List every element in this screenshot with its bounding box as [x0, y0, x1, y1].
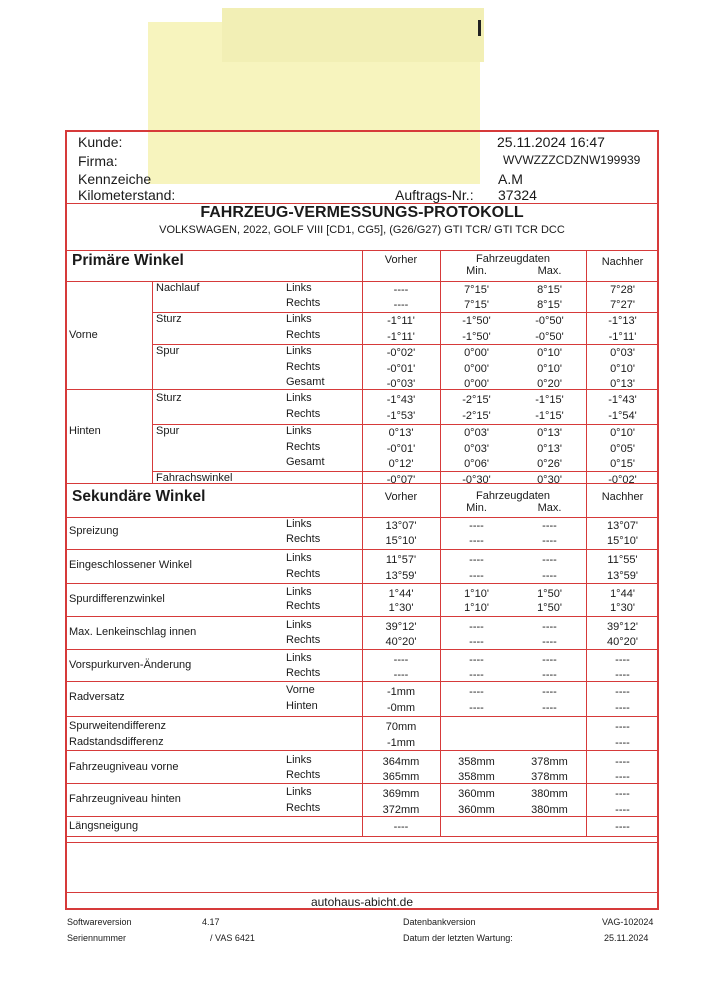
row-label: Spurdifferenzwinkel [69, 593, 165, 605]
row-side-label: Links [286, 786, 312, 798]
row-label: Fahrzeugniveau hinten [69, 793, 181, 805]
row-label: Fahrzeugniveau vorne [69, 761, 179, 773]
cell-max: ---- [542, 554, 557, 566]
cell-nachher: 13°59' [607, 570, 638, 582]
serial-label: Seriennummer [67, 933, 127, 943]
row-side-label: Rechts [286, 802, 321, 814]
report-title: FAHRZEUG-VERMESSUNGS-PROTOKOLL [200, 204, 524, 221]
row-side-label: Gesamt [286, 376, 325, 388]
row-group-label: Fahrachswinkel [156, 472, 233, 484]
cell-vorher: 1°44' [388, 588, 414, 600]
cell-min: 0°06' [464, 458, 489, 470]
kunde-label: Kunde: [78, 134, 123, 150]
cell-min: 1°10' [464, 602, 489, 614]
row-group-label: Nachlauf [156, 282, 200, 294]
col-fahrzeugdaten: Fahrzeugdaten [476, 253, 550, 265]
grid-line [152, 424, 659, 425]
cell-max: ---- [542, 654, 557, 666]
kennzeichen-value: A.M [498, 171, 523, 187]
cell-vorher: ---- [393, 821, 409, 833]
row-side-label: Gesamt [286, 456, 325, 468]
row-side-label: Hinten [286, 700, 318, 712]
cell-min: 7°15' [464, 299, 489, 311]
cell-vorher: 40°20' [385, 636, 417, 648]
cell-nachher: -1°13' [608, 315, 637, 327]
cell-nachher: 0°05' [610, 443, 635, 455]
cell-vorher: ---- [393, 669, 409, 681]
kennzeichen-label: Kennzeiche [78, 171, 152, 187]
software-value: 4.17 [202, 917, 220, 927]
row-side-label: Rechts [286, 568, 321, 580]
cell-vorher: -0°03' [386, 378, 416, 390]
row-side-label: Rechts [286, 361, 321, 373]
cell-min: 0°03' [464, 443, 489, 455]
cell-vorher: 364mm [382, 756, 420, 768]
cell-nachher: -0°02' [608, 474, 637, 486]
datetime: 25.11.2024 16:47 [497, 134, 605, 150]
cell-nachher: 40°20' [607, 636, 638, 648]
row-side-label: Rechts [286, 533, 321, 545]
wartung-value: 25.11.2024 [604, 933, 649, 943]
km-label: Kilometerstand: [78, 187, 176, 203]
cell-nachher: 13°07' [607, 520, 638, 532]
cell-min: ---- [469, 520, 484, 532]
row-label: Radstandsdifferenz [69, 736, 164, 748]
cell-min: 0°00' [464, 347, 489, 359]
cell-vorher: -0°02' [386, 347, 416, 359]
cell-nachher: 1°30' [610, 602, 635, 614]
row-side-label: Rechts [286, 441, 321, 453]
row-side-label: Links [286, 345, 312, 357]
cell-nachher: 0°03' [610, 347, 635, 359]
db-label: Datenbankversion [403, 917, 476, 927]
firma-label: Firma: [78, 153, 118, 169]
row-side-label: Links [286, 282, 312, 294]
cell-max: 380mm [531, 788, 568, 800]
cell-nachher: ---- [615, 756, 630, 768]
cell-min: ---- [469, 686, 484, 698]
cell-min: -1°50' [462, 331, 491, 343]
cell-max: 0°13' [537, 443, 562, 455]
cell-min: 360mm [458, 804, 495, 816]
cell-max: 0°30' [537, 474, 562, 486]
cell-nachher: 11°55' [607, 554, 638, 566]
cell-min: 0°00' [464, 378, 489, 390]
grid-line [65, 842, 659, 843]
col-vorher: Vorher [384, 254, 418, 266]
col-fahrzeugdaten-2: Fahrzeugdaten [476, 490, 550, 502]
cell-vorher: -0°07' [386, 474, 416, 486]
grid-line [152, 312, 659, 313]
cell-nachher: 0°13' [610, 378, 635, 390]
cell-vorher: 1°30' [388, 602, 414, 614]
cell-nachher: 0°10' [610, 363, 635, 375]
cell-max: ---- [542, 621, 557, 633]
col-max: Max. [537, 265, 562, 277]
cell-max: 0°13' [537, 427, 562, 439]
cell-nachher: ---- [615, 654, 630, 666]
col-nachher-2: Nachher [601, 491, 644, 503]
db-value: VAG-102024 [602, 917, 654, 927]
cell-min: 0°03' [464, 427, 489, 439]
row-group-label: Sturz [156, 313, 182, 325]
cell-nachher: 7°27' [610, 299, 635, 311]
col-min: Min. [466, 265, 487, 277]
cell-max: 378mm [531, 756, 568, 768]
cell-min: ---- [469, 535, 484, 547]
cell-min: -0°30' [462, 474, 491, 486]
row-side-label: Rechts [286, 297, 321, 309]
cell-vorher: 13°07' [385, 520, 417, 532]
row-label: Radversatz [69, 691, 125, 703]
row-label: Spurweitendifferenz [69, 720, 167, 732]
cell-max: -0°50' [535, 331, 564, 343]
cell-vorher: -0°01' [386, 443, 416, 455]
cell-vorher: 0°12' [388, 458, 414, 470]
cell-max: 8°15' [537, 284, 562, 296]
cell-vorher: ---- [393, 654, 409, 666]
cell-max: -1°15' [535, 394, 564, 406]
cell-min: ---- [469, 702, 484, 714]
row-side-label: Rechts [286, 634, 321, 646]
row-side-label: Links [286, 425, 312, 437]
cell-vorher: -1mm [386, 686, 416, 698]
cell-min: ---- [469, 636, 484, 648]
cell-min: ---- [469, 570, 484, 582]
cell-nachher: 0°15' [610, 458, 635, 470]
row-side-label: Rechts [286, 408, 321, 420]
grid-line [152, 344, 659, 345]
cell-max: 1°50' [537, 588, 562, 600]
col-max-2: Max. [537, 502, 562, 514]
cell-nachher: -1°54' [608, 410, 637, 422]
cell-min: ---- [469, 654, 484, 666]
secondary-title: Sekundäre Winkel [72, 488, 206, 505]
row-side-label: Links [286, 552, 312, 564]
row-label: Eingeschlossener Winkel [69, 559, 192, 571]
row-side-label: Links [286, 518, 312, 530]
row-side-label: Vorne [286, 684, 315, 696]
cell-nachher: 1°44' [610, 588, 635, 600]
row-side-label: Links [286, 619, 312, 631]
cell-max: 0°20' [537, 378, 562, 390]
cell-min: -2°15' [462, 394, 491, 406]
cell-vorher: -1°11' [387, 315, 415, 327]
serial-value: / VAS 6421 [210, 933, 255, 943]
row-side-label: Rechts [286, 769, 321, 781]
cell-vorher: -1mm [386, 737, 416, 749]
cell-vorher: 372mm [382, 804, 420, 816]
cell-vorher: 369mm [382, 788, 420, 800]
cell-nachher: ---- [615, 821, 630, 833]
cell-max: ---- [542, 669, 557, 681]
row-label: Längsneigung [69, 820, 139, 832]
cell-nachher: -1°11' [608, 331, 637, 343]
row-side-label: Links [286, 586, 312, 598]
cell-max: ---- [542, 535, 557, 547]
cell-max: ---- [542, 636, 557, 648]
cell-min: -1°50' [462, 315, 491, 327]
row-label: Max. Lenkeinschlag innen [69, 626, 197, 638]
auftrag-nr: 37324 [498, 187, 537, 203]
website: autohaus-abicht.de [310, 895, 414, 909]
cell-nachher: 39°12' [607, 621, 638, 633]
row-side-label: Links [286, 652, 312, 664]
cell-nachher: 7°28' [610, 284, 635, 296]
primary-title: Primäre Winkel [72, 252, 184, 269]
cell-vorher: 365mm [382, 771, 420, 783]
cell-vorher: 13°59' [385, 570, 417, 582]
cell-max: ---- [542, 686, 557, 698]
row-side-label: Rechts [286, 329, 321, 341]
row-side-label: Rechts [286, 667, 321, 679]
cell-vorher: 39°12' [385, 621, 417, 633]
cell-nachher: 15°10' [607, 535, 638, 547]
row-group-label: Spur [156, 425, 180, 437]
cell-max: -0°50' [535, 315, 564, 327]
software-label: Softwareversion [67, 917, 132, 927]
row-group-label: Spur [156, 345, 180, 357]
cell-max: 0°26' [537, 458, 562, 470]
cell-max: 378mm [531, 771, 568, 783]
row-side-label: Links [286, 313, 312, 325]
cell-nachher: ---- [615, 702, 630, 714]
cell-min: -2°15' [462, 410, 491, 422]
col-vorher-2: Vorher [384, 491, 418, 503]
row-label: Vorspurkurven-Änderung [69, 659, 192, 671]
col-min-2: Min. [466, 502, 487, 514]
cell-vorher: -0mm [386, 702, 416, 714]
cell-max: 8°15' [537, 299, 562, 311]
cell-max: 0°10' [537, 347, 562, 359]
cell-min: ---- [469, 669, 484, 681]
cell-vorher: ---- [393, 299, 409, 311]
cell-vorher: -0°01' [386, 363, 416, 375]
cell-vorher: -1°53' [386, 410, 416, 422]
auftrag-label: Auftrags-Nr.: [395, 187, 474, 203]
cell-min: 360mm [458, 788, 495, 800]
cell-vorher: 15°10' [385, 535, 417, 547]
axle-label: Hinten [69, 424, 101, 437]
cell-nachher: 0°10' [610, 427, 635, 439]
cell-min: 358mm [458, 756, 495, 768]
cell-min: 1°10' [464, 588, 489, 600]
cell-max: -1°15' [535, 410, 564, 422]
cell-vorher: -1°11' [387, 331, 415, 343]
cell-nachher: ---- [615, 804, 630, 816]
vehicle-subtitle: VOLKSWAGEN, 2022, GOLF VIII [CD1, CG5], (G26/G27) GTI TCR/ GTI TCR DCC [159, 224, 565, 236]
grid-line [65, 836, 659, 837]
cell-nachher: ---- [615, 737, 630, 749]
cell-max: 0°10' [537, 363, 562, 375]
cell-min: 358mm [458, 771, 495, 783]
vin: WVWZZZCDZNW199939 [503, 153, 641, 167]
row-side-label: Links [286, 754, 312, 766]
row-label: Spreizung [69, 525, 119, 537]
cell-nachher: ---- [615, 669, 630, 681]
cell-vorher: 0°13' [388, 427, 414, 439]
cell-max: 380mm [531, 804, 568, 816]
wartung-label: Datum der letzten Wartung: [403, 933, 513, 943]
cell-vorher: 11°57' [385, 554, 417, 566]
cell-nachher: ---- [615, 686, 630, 698]
row-side-label: Rechts [286, 600, 321, 612]
cell-nachher: -1°43' [608, 394, 637, 406]
cell-max: ---- [542, 702, 557, 714]
cell-min: ---- [469, 554, 484, 566]
cell-vorher: ---- [393, 284, 409, 296]
sticky-note-redaction-top [222, 8, 484, 62]
cell-min: ---- [469, 621, 484, 633]
row-group-label: Sturz [156, 392, 182, 404]
black-mark [478, 20, 481, 36]
col-nachher: Nachher [601, 256, 644, 268]
cell-max: 1°50' [537, 602, 562, 614]
cell-max: ---- [542, 570, 557, 582]
cell-nachher: ---- [615, 771, 630, 783]
axle-label: Vorne [69, 329, 98, 341]
cell-vorher: -1°43' [386, 394, 416, 406]
cell-nachher: ---- [615, 721, 630, 733]
row-side-label: Links [286, 392, 312, 404]
cell-vorher: 70mm [385, 721, 417, 733]
cell-min: 0°00' [464, 363, 489, 375]
grid-line [65, 892, 659, 893]
cell-max: ---- [542, 520, 557, 532]
cell-min: 7°15' [464, 284, 489, 296]
cell-nachher: ---- [615, 788, 630, 800]
